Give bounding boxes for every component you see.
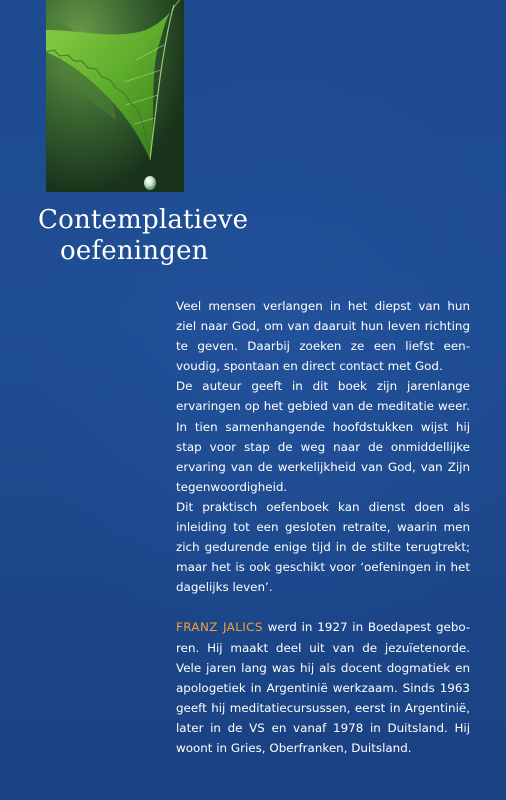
blurb-paragraph-2: De auteur geeft in dit boek zijn jarenlange ervaringen op het gebied van de meditatie weer. In tien samenhangende hoofdstukken wijst hij stap voor stap de weg naar de onmiddellijke ervaring van de werkelijkheid van God, van Zijn tegenwoordigheid.	[176, 379, 470, 494]
leaf-photo	[46, 0, 184, 192]
title-line-2: oefeningen	[60, 236, 209, 266]
blurb-text	[176, 296, 470, 758]
paragraph-spacer	[176, 597, 470, 617]
author-name: FRANZ JALICS	[176, 620, 263, 635]
blurb-paragraph-1: Veel mensen verlangen in het diepst van hun ziel naar God, om van daaruit hun leven richting te geven. Daarbij zoeken ze een liefst eenvoudig, spontaan en direct contact met God.	[176, 299, 470, 374]
blurb-paragraph-3: Dit praktisch oefenboek kan dienst doen als inleiding tot een gesloten retraite, waarin men zich gedurende enige tijd in de stilte terugtrekt; maar het is ook geschikt voor ‘oefeningen in het dagelijks leven’.	[176, 499, 470, 595]
leaf-droplet-icon	[46, 0, 184, 192]
book-title	[38, 205, 248, 267]
author-bio	[176, 617, 470, 758]
title-line-1: Contemplatieve	[38, 205, 249, 235]
author-bio-text: werd in 1927 in Boedapest geboren. Hij maakt deel uit van de jezuïetenorde. Vele jaren lang was hij als docent dogmatiek en apologetiek in Argentinië werkzaam. Sinds 1963 geeft hij meditatiecursussen, eerst in Argentinië, later in de VS en vanaf 1978 in Duitsland. Hij woont in Gries, Oberfranken, Duitsland.	[176, 620, 470, 755]
